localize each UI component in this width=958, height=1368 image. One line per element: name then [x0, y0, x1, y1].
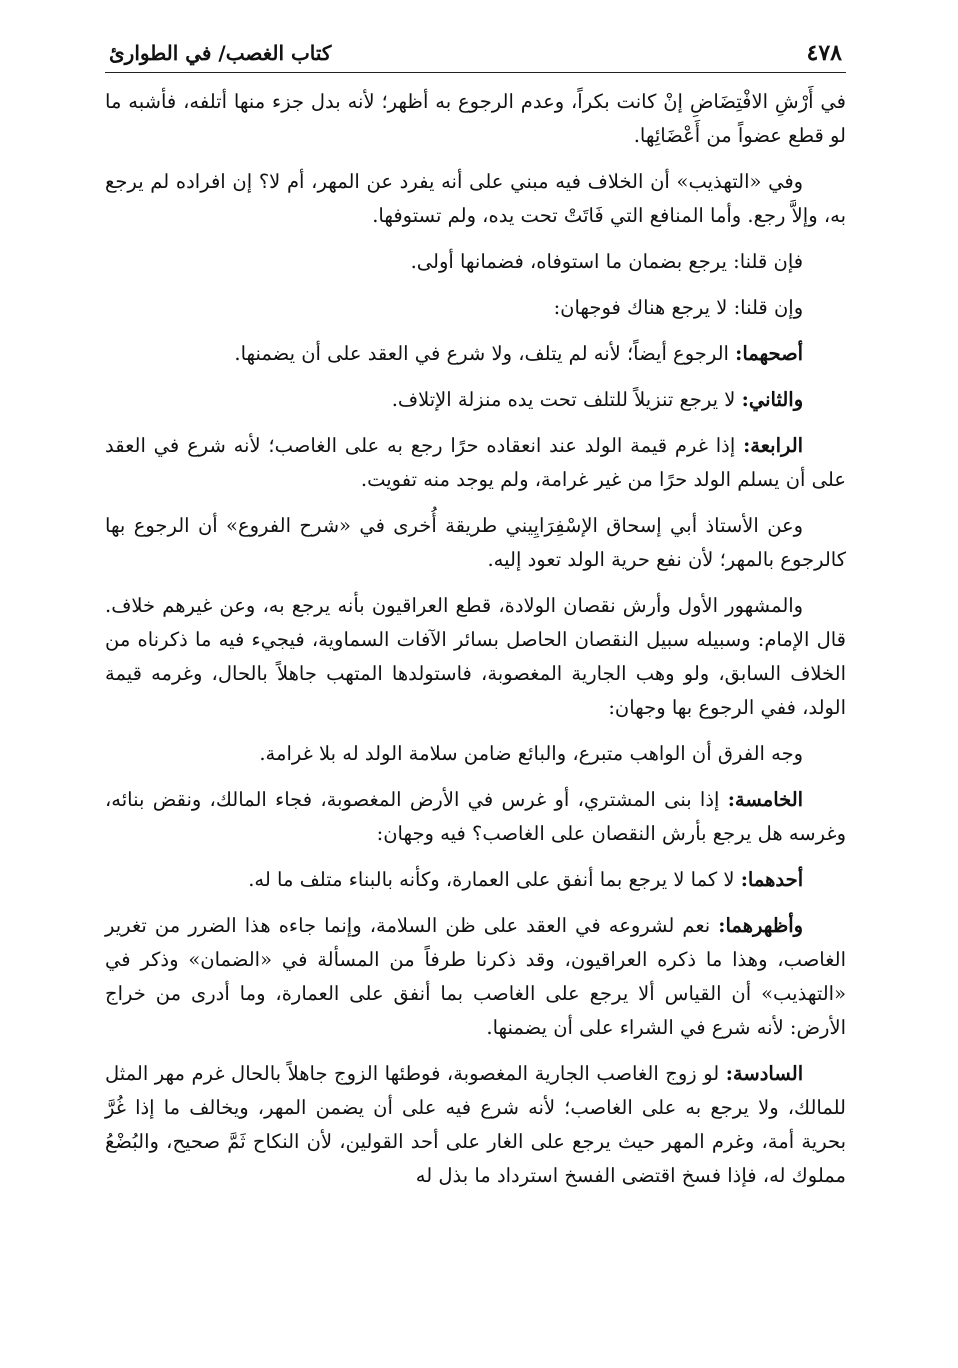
paragraph-text: وإن قلنا: لا يرجع هناك فوجهان: — [553, 296, 804, 319]
running-title: كتاب الغصب/ في الطوارئ — [109, 41, 332, 65]
paragraph — [105, 1057, 846, 1193]
paragraph-lead: الخامسة: — [727, 788, 804, 811]
paragraph-lead: والثاني: — [741, 388, 804, 411]
paragraph-text: والمشهور الأول وأرش نقصان الولادة، قطع العراقيون بأنه يرجع به، وعن غيرهم خلاف. قال الإمام: وسبيله سبيل النقصان الحاصل بسائر الآفات السماوية، فيجيء فيه ما ذكرناه من الخلاف السابق، ولو وهب الجارية المغصوبة، فاستولدها المتهب جاهلاً بالحال، وغرمه قيمة الولد، ففي الرجوع بها وجهان: — [105, 594, 846, 719]
paragraph-text: وعن الأستاذ أبي إسحاق الإسْفِرَايِيني طريقة أُخرى في «شرح الفروع» أن الرجوع بها كالرجوع بالمهر؛ لأن نفع حرية الولد تعود إليه. — [105, 514, 846, 571]
running-header — [105, 40, 846, 73]
paragraph-text: فإن قلنا: يرجع بضمان ما استوفاه، فضمانها أولى. — [410, 250, 804, 273]
paragraph — [105, 909, 846, 1045]
paragraph-text: لو زوج الغاصب الجارية المغصوبة، فوطئها الزوج جاهلاً بالحال غرم مهر المثل للمالك، ولا يرجع به على الغاصب؛ لأنه شرع فيه على أن يضمن المهر، ويخالف ما إذا غُرَّ بحرية أمة، وغرم المهر حيث يرجع على الغار على أحد القولين، لأن النكاح ثَمَّ صحيح، والبُضْعُ مملوك له، فإذا فسخ اقتضى الفسخ استرداد ما بذل له — [105, 1062, 846, 1187]
paragraph-lead: وأظهرهما: — [718, 914, 804, 937]
paragraph-text: لا يرجع تنزيلاً للتلف تحت يده منزلة الإتلاف. — [391, 388, 742, 411]
paragraph — [105, 429, 846, 497]
paragraph-text: وجه الفرق أن الواهب متبرع، والبائع ضامن سلامة الولد له بلا غرامة. — [259, 742, 804, 765]
paragraph-text: لا كما لا يرجع بما أنفق على العمارة، وكأنه بالبناء متلف ما له. — [248, 868, 741, 891]
paragraph — [105, 165, 846, 233]
paragraph — [105, 589, 846, 725]
paragraph — [105, 783, 846, 851]
paragraph-text: إذا بنى المشتري، أو غرس في الأرض المغصوبة، فجاء المالك، ونقض بنائه، وغرسه هل يرجع بأرش النقصان على الغاصب؟ فيه وجهان: — [105, 788, 846, 845]
paragraph — [105, 383, 846, 417]
paragraph — [105, 337, 846, 371]
paragraph-lead: أحدهما: — [740, 868, 804, 891]
paragraph-lead: الرابعة: — [743, 434, 804, 457]
paragraph-text: وفي «التهذيب» أن الخلاف فيه مبني على أنه يفرد عن المهر، أم لا؟ إن افراده لم يرجع به، وإلاَّ رجع. وأما المنافع التي فَاتَتْ تحت يده، ولم تستوفها. — [105, 170, 846, 227]
paragraph — [105, 291, 846, 325]
paragraph — [105, 737, 846, 771]
paragraph-text: في أَرْشِ الافْتِضَاضِ إنْ كانت بكراً، وعدم الرجوع به أظهر؛ لأنه بدل جزء منها أتلفه، فأشبه ما لو قطع عضواً من أَعْضَائِها. — [105, 90, 846, 147]
paragraph-text: إذا غرم قيمة الولد عند انعقاده حرًا رجع به على الغاصب؛ لأنه شرع في العقد على أن يسلم الولد حرًا من غير غرامة، ولم يوجد منه تفويت. — [105, 434, 846, 491]
body-text — [105, 85, 846, 1193]
paragraph — [105, 85, 846, 153]
paragraph-lead: أصحهما: — [735, 342, 804, 365]
paragraph-lead: السادسة: — [725, 1062, 804, 1085]
page-number: ٤٧٨ — [806, 40, 842, 66]
paragraph — [105, 509, 846, 577]
paragraph — [105, 245, 846, 279]
paragraph-text: نعم لشروعه في العقد على ظن السلامة، وإنما جاءه هذا الضرر من تغرير الغاصب، وهذا ما ذكره العراقيون، وقد ذكرنا طرفاً من المسألة في «الضمان» وذكر في «التهذيب» أن القياس ألا يرجع على الغاصب بما أنفق على العمارة، وما أدرى من خراج الأرض: لأنه شرع في الشراء على أن يضمنها. — [105, 914, 846, 1039]
paragraph-text: الرجوع أيضاً؛ لأنه لم يتلف، ولا شرع في العقد على أن يضمنها. — [234, 342, 736, 365]
paragraph — [105, 863, 846, 897]
